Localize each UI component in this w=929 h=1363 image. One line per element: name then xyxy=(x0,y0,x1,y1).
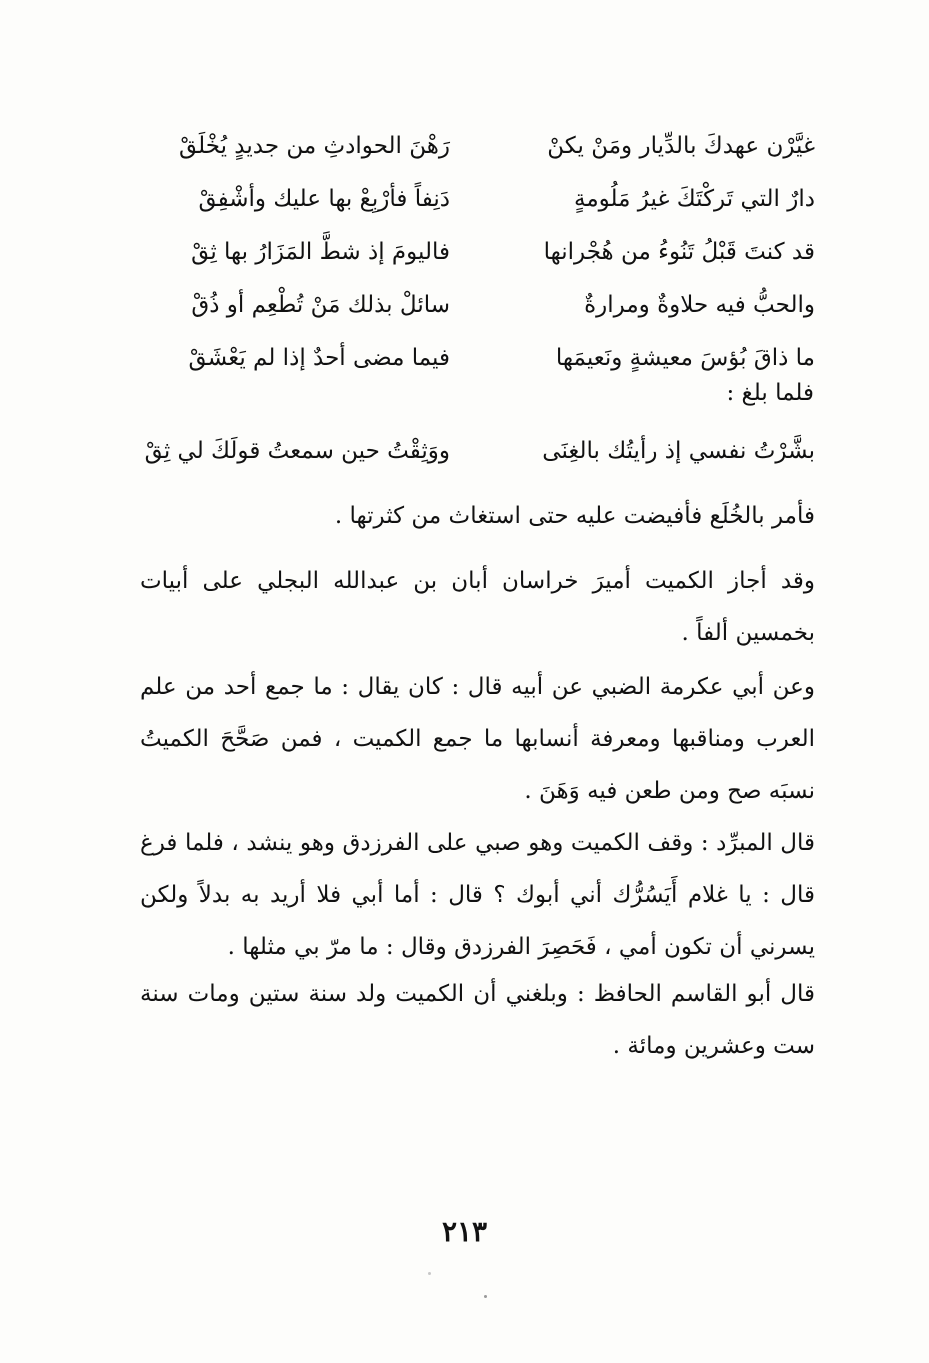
verse-1-first-hemistich: غيَّرْن عهدكَ بالدِّيار ومَنْ يكنْ xyxy=(547,133,815,159)
page-number: ٢١٣ xyxy=(441,1215,488,1248)
verse-3-second-hemistich: فاليومَ إذ شطَّ المَزَارُ بها ثِقْ xyxy=(191,239,450,265)
verse-2-first-hemistich: دارٌ التي تَركْتَكَ غيرُ مَلُومةٍ xyxy=(574,186,815,212)
paragraph-3: وعن أبي عكرمة الضبي عن أبيه قال : كان يقال : ما جمع أحد من علم العرب ومناقبها ومعرفة أنسابها ما جمع الكميت ، فمن صَحَّحَ الكميتُ نسبَه صح ومن طعن فيه وَهَنَ . xyxy=(140,674,815,804)
verse-5-first-hemistich: ما ذاقَ بُؤسَ معيشةٍ ونَعيمَها xyxy=(555,345,815,371)
verse-4 xyxy=(135,285,815,338)
paragraph-4: قال المبرِّد : وقف الكميت وهو صبي على الفرزدق وهو ينشد ، فلما فرغ قال : يا غلام أَيَسُرُّك أني أبوك ؟ قال : أما أبي فلا أريد به بدلاً ولكن يسرني أن تكون أمي ، فَحَصِرَ الفرزدق وقال : ما مرّ بي مثلها . xyxy=(140,830,815,960)
verse-intro: فلما بلغ : xyxy=(726,380,814,406)
single-verse xyxy=(135,431,815,476)
verse-3-first-hemistich: قد كنتَ قَبْلُ تَنُوءُ من هُجْرانها xyxy=(543,239,815,265)
verse-1 xyxy=(135,126,815,179)
verse-3 xyxy=(135,232,815,285)
verse-4-first-hemistich: والحبُّ فيه حلاوةٌ ومرارةٌ xyxy=(584,292,815,318)
verse-1-second-hemistich: رَهْنَ الحوادثِ من جديدٍ يُخْلَقْ xyxy=(178,133,450,159)
paragraph-2: وقد أجاز الكميت أميرَ خراسان أبان بن عبدالله البجلي على أبيات بخمسين ألفاً . xyxy=(140,568,815,646)
paragraph-5: قال أبو القاسم الحافظ : وبلغني أن الكميت ولد سنة ستين ومات سنة ست وعشرين ومائة . xyxy=(140,981,815,1059)
verse-5-second-hemistich: فيما مضى أحدٌ إذا لم يَعْشَقْ xyxy=(188,345,450,371)
verse-2 xyxy=(135,179,815,232)
poem xyxy=(135,126,815,391)
verse-2-second-hemistich: دَنِفاً فأرْبِعْ بها عليك وأشْفِقْ xyxy=(198,186,450,212)
scan-speck xyxy=(484,1295,487,1298)
verse-4-second-hemistich: سائلْ بذلك مَنْ تُطْعِم أو ذُقْ xyxy=(191,292,450,318)
single-verse-first-hemistich: بشَّرْتُ نفسي إذ رأيتُك بالغِنَى xyxy=(542,438,815,464)
single-verse-second-hemistich: ووَثِقْتُ حين سمعتُ قولَكَ لي ثِقْ xyxy=(144,438,450,464)
paragraph-1: فأمر بالخُلَع فأفيضت عليه حتى استغاث من كثرتها . xyxy=(334,503,815,529)
verse-5 xyxy=(135,338,815,391)
scan-speck xyxy=(428,1272,431,1275)
